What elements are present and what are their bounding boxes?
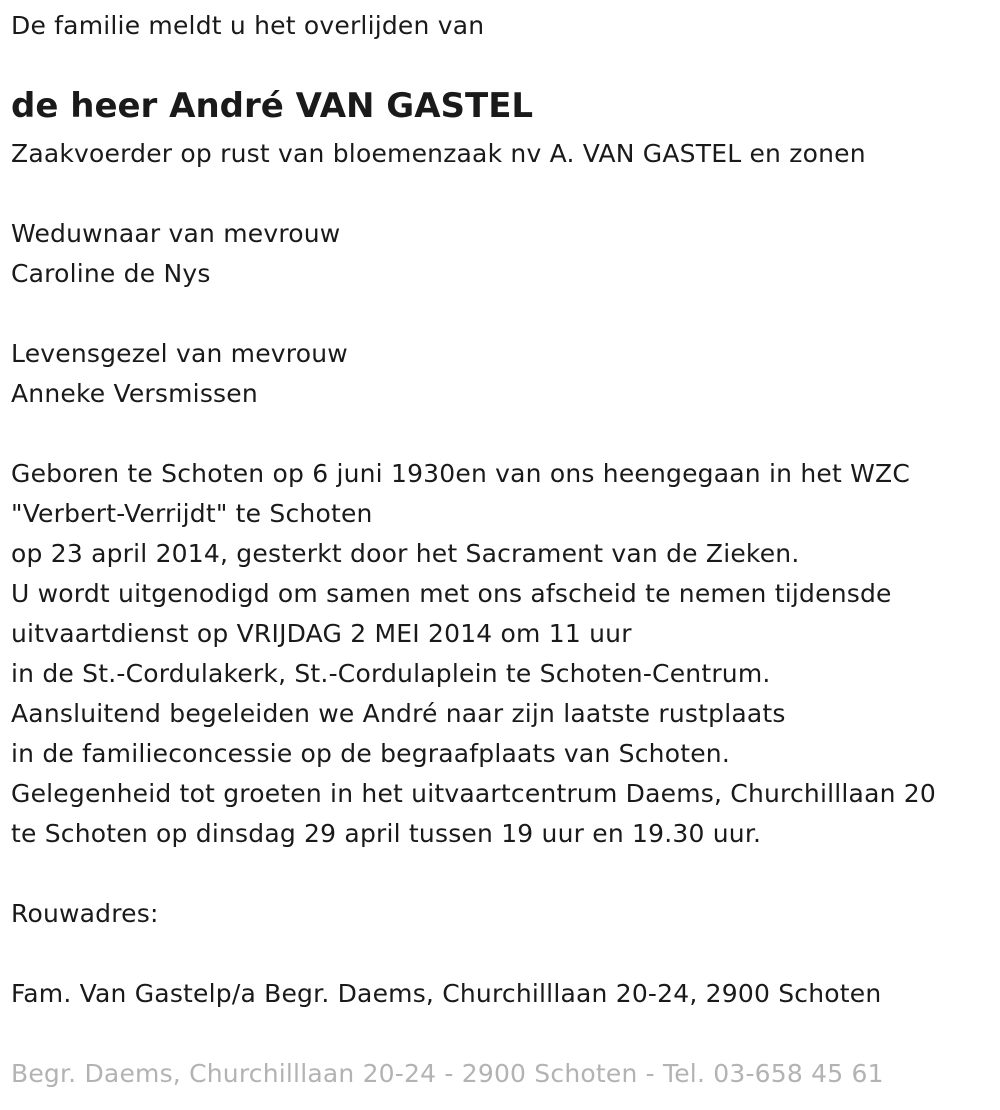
deceased-occupation: Zaakvoerder op rust van bloemenzaak nv A. VAN GASTEL en zonen bbox=[11, 139, 866, 168]
widower-spouse-name: Caroline de Nys bbox=[11, 259, 211, 288]
details-line: U wordt uitgenodigd om samen met ons afscheid te nemen tijdensde bbox=[11, 579, 892, 608]
details-block bbox=[11, 454, 936, 854]
intro-text: De familie meldt u het overlijden van bbox=[11, 11, 485, 40]
details-line: "Verbert-Verrijdt" te Schoten bbox=[11, 499, 373, 528]
partner-label: Levensgezel van mevrouw bbox=[11, 339, 348, 368]
rouwadres-label-block bbox=[11, 894, 159, 934]
details-line: in de St.-Cordulakerk, St.-Cordulaplein te Schoten-Centrum. bbox=[11, 659, 771, 688]
details-line: Geboren te Schoten op 6 juni 1930en van ons heengegaan in het WZC bbox=[11, 459, 910, 488]
details-line: Gelegenheid tot groeten in het uitvaartcentrum Daems, Churchilllaan 20 bbox=[11, 779, 936, 808]
widower-label: Weduwnaar van mevrouw bbox=[11, 219, 341, 248]
widower-block bbox=[11, 214, 340, 294]
details-line: Aansluitend begeleiden we André naar zijn laatste rustplaats bbox=[11, 699, 786, 728]
funeral-home-footer: Begr. Daems, Churchilllaan 20-24 - 2900 Schoten - Tel. 03-658 45 61 bbox=[11, 1059, 884, 1088]
deceased-name: de heer André VAN GASTEL bbox=[11, 86, 534, 126]
details-line: te Schoten op dinsdag 29 april tussen 19 uur en 19.30 uur. bbox=[11, 819, 762, 848]
rouwadres-label: Rouwadres: bbox=[11, 899, 159, 928]
rouwadres-block bbox=[11, 974, 881, 1014]
details-line: op 23 april 2014, gesterkt door het Sacrament van de Zieken. bbox=[11, 539, 800, 568]
partner-name: Anneke Versmissen bbox=[11, 379, 258, 408]
details-line: in de familieconcessie op de begraafplaats van Schoten. bbox=[11, 739, 730, 768]
partner-block bbox=[11, 334, 348, 414]
rouwadres-address: Fam. Van Gastelp/a Begr. Daems, Churchilllaan 20-24, 2900 Schoten bbox=[11, 979, 882, 1008]
details-line: uitvaartdienst op VRIJDAG 2 MEI 2014 om 11 uur bbox=[11, 619, 632, 648]
